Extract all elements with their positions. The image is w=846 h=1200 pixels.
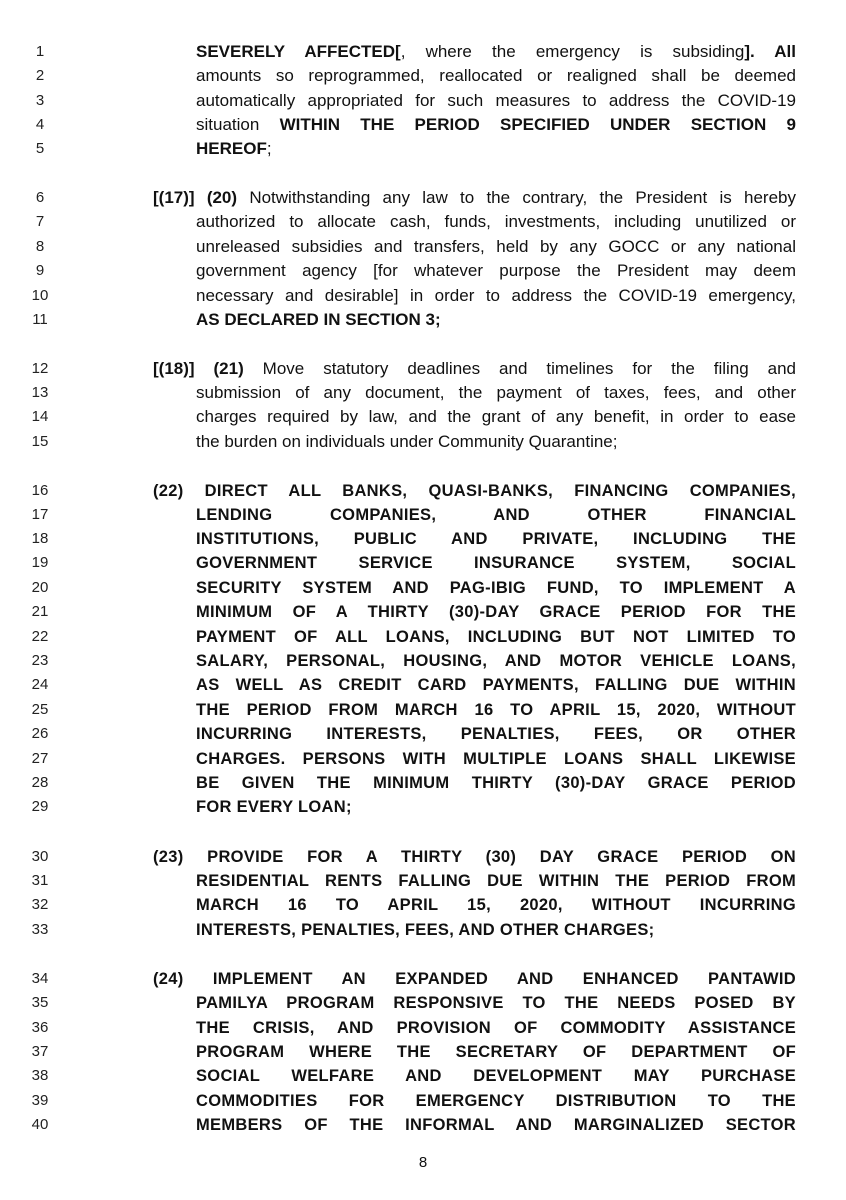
line-number: 19 xyxy=(31,554,49,571)
line-number: 22 xyxy=(31,628,49,645)
text-line xyxy=(0,308,846,332)
text-line xyxy=(0,747,846,771)
line-text xyxy=(196,137,796,161)
line-number: 35 xyxy=(31,994,49,1011)
line-text: AS DECLARED IN SECTION 3; xyxy=(196,310,441,329)
text-line xyxy=(0,918,846,942)
item-number: [(17)] (20) xyxy=(153,188,238,207)
line-text: AS WELL AS CREDIT CARD PAYMENTS, FALLING DUE WITHIN xyxy=(196,676,796,694)
line-number: 10 xyxy=(31,287,49,304)
line-number: 32 xyxy=(31,896,49,913)
page-number: 8 xyxy=(418,1154,428,1171)
line-number: 25 xyxy=(31,701,49,718)
text-line xyxy=(0,845,846,869)
line-number: 16 xyxy=(31,482,49,499)
text-line xyxy=(0,113,846,137)
line-text: necessary and desirable] in order to address the COVID-19 emergency, xyxy=(196,286,796,305)
line-number: 2 xyxy=(35,67,45,84)
line-number: 4 xyxy=(35,116,45,133)
text-line xyxy=(0,381,846,405)
text-line xyxy=(0,893,846,917)
line-text: THE CRISIS, AND PROVISION OF COMMODITY ASSISTANCE xyxy=(196,1019,796,1037)
line-text: PAYMENT OF ALL LOANS, INCLUDING BUT NOT LIMITED TO xyxy=(196,628,796,646)
line-text: MEMBERS OF THE INFORMAL AND MARGINALIZED SECTOR xyxy=(196,1116,796,1134)
text-line xyxy=(0,186,846,210)
line-text xyxy=(153,357,796,381)
line-text: the burden on individuals under Community Quarantine; xyxy=(196,432,618,451)
line-text: (22) DIRECT ALL BANKS, QUASI-BANKS, FINANCING COMPANIES, xyxy=(153,482,796,500)
line-number: 21 xyxy=(31,603,49,620)
line-number: 15 xyxy=(31,433,49,450)
text-line xyxy=(0,284,846,308)
bold-text: ]. All xyxy=(744,42,796,61)
line-text: COMMODITIES FOR EMERGENCY DISTRIBUTION TO THE xyxy=(196,1092,796,1110)
bold-text: HEREOF xyxy=(196,139,267,158)
text-line xyxy=(0,698,846,722)
line-number: 33 xyxy=(31,921,49,938)
item-number: [(18)] (21) xyxy=(153,359,244,378)
line-text: (24) IMPLEMENT AN EXPANDED AND ENHANCED PANTAWID xyxy=(153,970,796,988)
line-text: PAMILYA PROGRAM RESPONSIVE TO THE NEEDS POSED BY xyxy=(196,994,796,1012)
line-number: 11 xyxy=(32,311,48,328)
line-text: INCURRING INTERESTS, PENALTIES, FEES, OR OTHER xyxy=(196,725,796,743)
line-number: 14 xyxy=(31,408,49,425)
text-line xyxy=(0,235,846,259)
text-line xyxy=(0,1113,846,1137)
plain-text: Notwithstanding any law to the contrary, the President is hereby xyxy=(237,188,796,207)
text-line xyxy=(0,967,846,991)
text-line xyxy=(0,430,846,454)
line-text: amounts so reprogrammed, reallocated or realigned shall be deemed xyxy=(196,66,796,85)
text-line xyxy=(0,1040,846,1064)
text-line xyxy=(0,869,846,893)
bold-text: WITHIN THE PERIOD SPECIFIED UNDER SECTION 9 xyxy=(279,115,796,134)
line-number: 18 xyxy=(31,530,49,547)
line-text: LENDING COMPANIES, AND OTHER FINANCIAL xyxy=(196,506,796,524)
text-line xyxy=(0,40,846,64)
text-line xyxy=(0,722,846,746)
line-text: FOR EVERY LOAN; xyxy=(196,798,352,816)
text-line xyxy=(0,551,846,575)
line-text xyxy=(196,40,796,64)
line-text: BE GIVEN THE MINIMUM THIRTY (30)-DAY GRACE PERIOD xyxy=(196,774,796,792)
text-line xyxy=(0,1064,846,1088)
line-number: 37 xyxy=(31,1043,49,1060)
bold-text: SEVERELY AFFECTED[ xyxy=(196,42,401,61)
text-line xyxy=(0,625,846,649)
line-text: GOVERNMENT SERVICE INSURANCE SYSTEM, SOCIAL xyxy=(196,554,796,572)
text-line xyxy=(0,991,846,1015)
line-number: 36 xyxy=(31,1019,49,1036)
line-text xyxy=(196,113,796,137)
text-line xyxy=(0,89,846,113)
line-number: 6 xyxy=(35,189,45,206)
text-line xyxy=(0,357,846,381)
text-line xyxy=(0,795,846,819)
line-number: 12 xyxy=(31,360,49,377)
line-number: 26 xyxy=(31,725,49,742)
line-text: government agency [for whatever purpose the President may deem xyxy=(196,261,796,280)
line-text: SOCIAL WELFARE AND DEVELOPMENT MAY PURCHASE xyxy=(196,1067,796,1085)
line-text: PROGRAM WHERE THE SECRETARY OF DEPARTMENT OF xyxy=(196,1043,796,1061)
text-line xyxy=(0,576,846,600)
line-text: RESIDENTIAL RENTS FALLING DUE WITHIN THE PERIOD FROM xyxy=(196,872,796,890)
text-line xyxy=(0,771,846,795)
line-number: 39 xyxy=(31,1092,49,1109)
line-number: 3 xyxy=(35,92,45,109)
line-text: authorized to allocate cash, funds, investments, including unutilized or xyxy=(196,212,796,231)
text-line xyxy=(0,137,846,161)
line-text: INSTITUTIONS, PUBLIC AND PRIVATE, INCLUDING THE xyxy=(196,530,796,548)
text-line xyxy=(0,649,846,673)
plain-text: ; xyxy=(266,139,272,158)
line-text: SALARY, PERSONAL, HOUSING, AND MOTOR VEHICLE LOANS, xyxy=(196,652,796,670)
plain-text: situation xyxy=(196,115,280,134)
line-number: 30 xyxy=(31,848,49,865)
text-line xyxy=(0,210,846,234)
line-text: (23) PROVIDE FOR A THIRTY (30) DAY GRACE PERIOD ON xyxy=(153,848,796,866)
line-number: 34 xyxy=(31,970,49,987)
line-number: 20 xyxy=(31,579,49,596)
text-line xyxy=(0,1089,846,1113)
line-number: 5 xyxy=(35,140,45,157)
line-text: submission of any document, the payment of taxes, fees, and other xyxy=(196,383,796,402)
text-line xyxy=(0,527,846,551)
line-number: 1 xyxy=(35,43,45,60)
line-number: 31 xyxy=(31,872,49,889)
line-number: 38 xyxy=(31,1067,49,1084)
line-text: unreleased subsidies and transfers, held by any GOCC or any national xyxy=(196,237,796,256)
line-number: 29 xyxy=(31,798,49,815)
struck-text: , where the emergency is subsiding xyxy=(400,42,745,61)
text-line xyxy=(0,673,846,697)
text-line xyxy=(0,503,846,527)
text-line xyxy=(0,64,846,88)
line-number: 13 xyxy=(31,384,49,401)
line-number: 24 xyxy=(31,676,49,693)
line-number: 23 xyxy=(31,652,49,669)
text-line xyxy=(0,600,846,624)
line-number: 9 xyxy=(35,262,45,279)
line-number: 8 xyxy=(35,238,45,255)
line-number: 17 xyxy=(31,506,49,523)
text-line xyxy=(0,259,846,283)
line-text: MARCH 16 TO APRIL 15, 2020, WITHOUT INCURRING xyxy=(196,896,796,914)
plain-text: Move statutory deadlines and timelines for the filing and xyxy=(243,359,796,378)
text-line xyxy=(0,479,846,503)
line-text: CHARGES. PERSONS WITH MULTIPLE LOANS SHALL LIKEWISE xyxy=(196,750,796,768)
text-line xyxy=(0,1016,846,1040)
line-text: THE PERIOD FROM MARCH 16 TO APRIL 15, 2020, WITHOUT xyxy=(196,701,796,719)
line-number: 7 xyxy=(35,213,45,230)
line-text: automatically appropriated for such measures to address the COVID-19 xyxy=(196,91,796,110)
line-number: 27 xyxy=(31,750,49,767)
line-number: 28 xyxy=(31,774,49,791)
text-line xyxy=(0,405,846,429)
line-text: charges required by law, and the grant of any benefit, in order to ease xyxy=(196,407,796,426)
line-text: SECURITY SYSTEM AND PAG-IBIG FUND, TO IMPLEMENT A xyxy=(196,579,796,597)
line-text: MINIMUM OF A THIRTY (30)-DAY GRACE PERIOD FOR THE xyxy=(196,603,796,621)
line-text: INTERESTS, PENALTIES, FEES, AND OTHER CHARGES; xyxy=(196,921,655,939)
line-text xyxy=(153,186,796,210)
line-number: 40 xyxy=(31,1116,49,1133)
